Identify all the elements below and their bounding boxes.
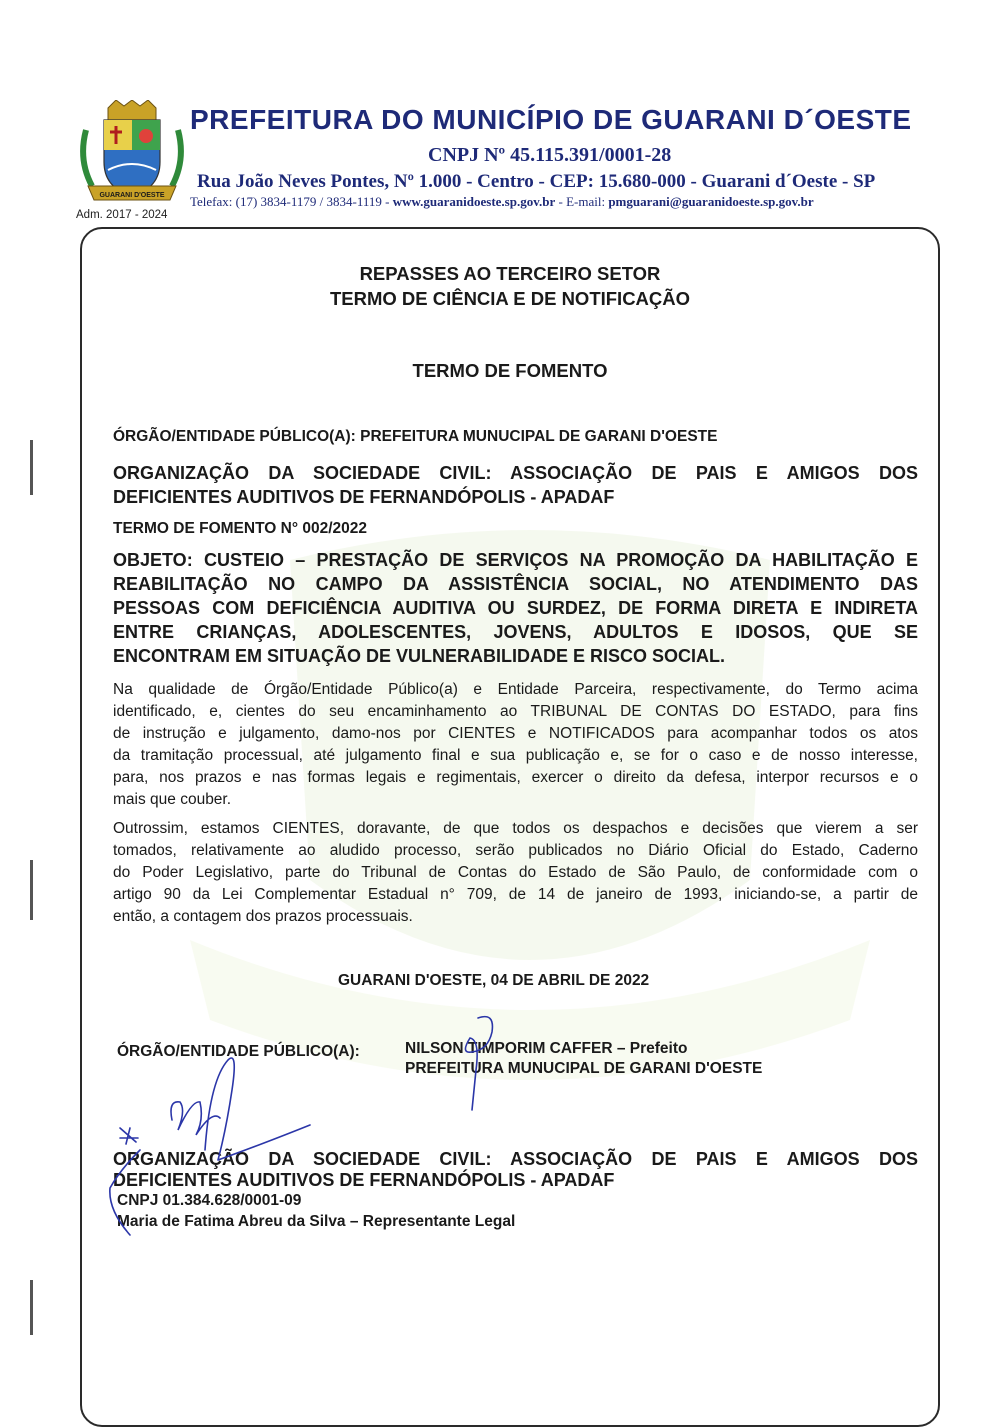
objeto-line: REABILITAÇÃO NO CAMPO DA ASSISTÊNCIA SOCIAL, NO ATENDIMENTO DAS <box>113 574 918 594</box>
signature2-line2: DEFICIENTES AUDITIVOS DE FERNANDÓPOLIS - APADAF <box>113 1170 615 1190</box>
handwritten-signatures <box>100 1010 520 1250</box>
signature2-cnpj: CNPJ 01.384.628/0001-09 <box>117 1192 302 1209</box>
municipality-address: Rua João Neves Pontes, Nº 1.000 - Centro - CEP: 15.680-000 - Guarani d´Oeste - SP <box>197 171 876 192</box>
objeto-line: ENCONTRAM EM SITUAÇÃO DE VULNERABILIDADE E RISCO SOCIAL. <box>113 646 726 666</box>
paragraph2-line: tomados, relativamente ao aludido processo, serão publicados no Diário Oficial do Estado, Caderno <box>113 842 918 859</box>
paragraph2-line: então, a contagem dos prazos processuais. <box>113 908 413 925</box>
signature2-representative: Maria de Fatima Abreu da Silva – Representante Legal <box>117 1213 516 1230</box>
objeto-line: OBJETO: CUSTEIO – PRESTAÇÃO DE SERVIÇOS NA PROMOÇÃO DA HABILITAÇÃO E <box>113 550 918 570</box>
paragraph1-line: Na qualidade de Órgão/Entidade Público(a) e Entidade Parceira, respectivamente, do Termo acima <box>113 681 918 698</box>
scan-mark <box>30 860 33 920</box>
municipality-cnpj: CNPJ Nº 45.115.391/0001-28 <box>428 144 672 166</box>
signature2-line1: ORGANIZAÇÃO DA SOCIEDADE CIVIL: ASSOCIAÇÃO DE PAIS E AMIGOS DOS <box>113 1149 918 1169</box>
paragraph2-line: Outrossim, estamos CIENTES, doravante, de que todos os despachos e decisões que vierem a ser <box>113 820 918 837</box>
osc-line2: DEFICIENTES AUDITIVOS DE FERNANDÓPOLIS - APADAF <box>113 487 615 507</box>
contact-phone: Telefax: (17) 3834-1179 / 3834-1119 - <box>190 194 393 209</box>
paragraph1-line: para, nos prazos e nas formas legais e regimentais, exercer o direito da defesa, interpor recursos e o <box>113 769 918 786</box>
signature1-label: ÓRGÃO/ENTIDADE PÚBLICO(A): <box>117 1043 360 1060</box>
municipal-crest-logo <box>78 100 186 210</box>
municipality-title: PREFEITURA DO MUNICÍPIO DE GUARANI D´OESTE <box>190 104 912 135</box>
website-link[interactable]: www.guaranidoeste.sp.gov.br <box>392 194 556 209</box>
subheading: TERMO DE FOMENTO <box>412 360 608 381</box>
paragraph1-line: de instrução e julgamento, damo-nos por CIENTES e NOTIFICADOS para acompanhar todos os atos <box>113 725 918 742</box>
objeto-line: PESSOAS COM DEFICIÊNCIA AUDITIVA OU SURDEZ, DE FORMA DIRETA E INDIRETA <box>113 598 918 618</box>
place-date: GUARANI D'OESTE, 04 DE ABRIL DE 2022 <box>338 972 650 989</box>
osc-line1: ORGANIZAÇÃO DA SOCIEDADE CIVIL: ASSOCIAÇÃO DE PAIS E AMIGOS DOS <box>113 463 918 483</box>
administration-term: Adm. 2017 - 2024 <box>76 209 168 221</box>
signature1-name: NILSON TIMPORIM CAFFER – Prefeito <box>405 1040 688 1057</box>
contact-separator: - E-mail: <box>555 194 609 209</box>
paragraph1-line: identificado, e, cientes do seu encaminhamento ao TRIBUNAL DE CONTAS DO ESTADO, para fins <box>113 703 918 720</box>
signature1-org: PREFEITURA MUNUCIPAL DE GARANI D'OESTE <box>405 1060 763 1077</box>
scan-mark <box>30 1280 33 1335</box>
paragraph2-line: do Poder Legislativo, parte do Tribunal de Contas do Estado de São Paulo, de conformidade com o <box>113 864 918 881</box>
objeto-line: ENTRE CRIANÇAS, ADOLESCENTES, JOVENS, ADULTOS E IDOSOS, QUE SE <box>113 622 918 642</box>
email-link[interactable]: pmguarani@guaranidoeste.sp.gov.br <box>608 194 814 209</box>
heading-line2: TERMO DE CIÊNCIA E DE NOTIFICAÇÃO <box>329 288 691 309</box>
prefeito-signature <box>171 1058 310 1160</box>
prefeito-initials <box>465 1017 492 1110</box>
paragraph2-line: artigo 90 da Lei Complementar Estadual n° 709, de 14 de janeiro de 1993, iniciando-se, a partir de <box>113 886 918 903</box>
crest-banner-text: GUARANI D'OESTE <box>99 192 165 199</box>
orgao-line: ÓRGÃO/ENTIDADE PÚBLICO(A): PREFEITURA MUNUCIPAL DE GARANI D'OESTE <box>113 428 718 445</box>
paragraph1-line: da tramitação processual, até julgamento final e sua publicação e, se for o caso e de nosso interesse, <box>113 747 918 764</box>
scan-mark <box>30 440 33 495</box>
municipality-contact <box>190 194 814 210</box>
termo-number: TERMO DE FOMENTO N° 002/2022 <box>113 520 367 537</box>
paragraph1-line: mais que couber. <box>113 791 232 808</box>
heading-line1: REPASSES AO TERCEIRO SETOR <box>359 263 661 284</box>
representative-signature <box>110 1128 140 1235</box>
